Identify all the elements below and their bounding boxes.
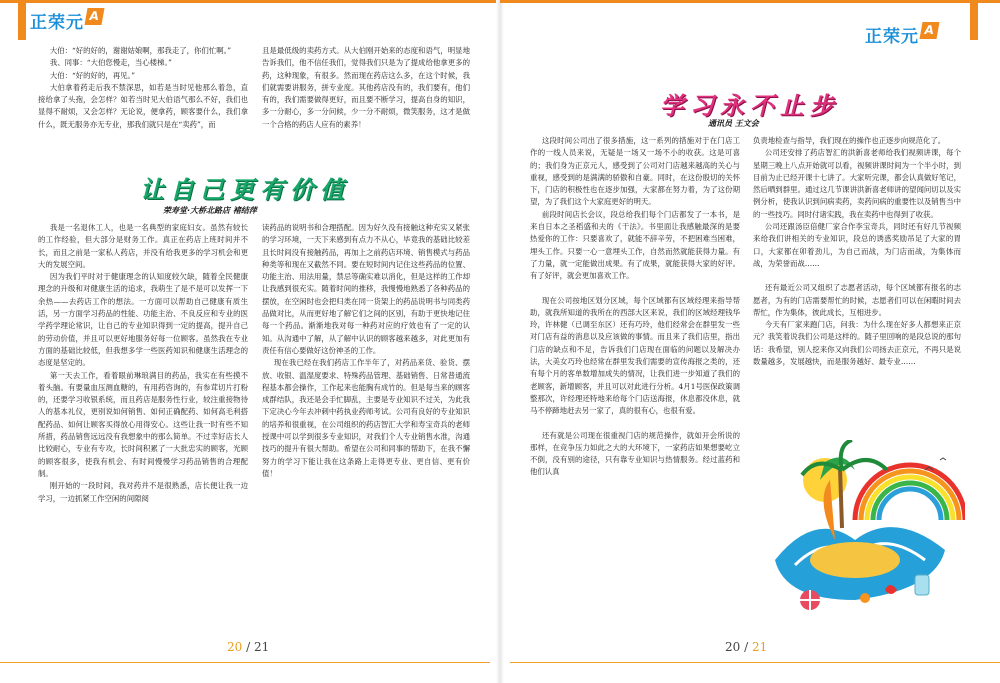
orange-tab [970, 0, 978, 40]
page-number [227, 640, 269, 654]
brand-logo [865, 22, 938, 47]
brand-logo [30, 8, 103, 33]
article-byline: 通讯员 王文会 [708, 119, 759, 128]
paragraph: 这段时间公司出了很多措施，这一系列的措施对于在门店工作的一线人员来说，无疑是一场又一场不小的收获。这是可喜的；我们身为正京元人，感受到了公司对门店越来越高的关心与重视，感受到的是满满的骄傲和自豪。同时，在这份殷切的关怀下，门店的积极性也在逐步加强，大家都在努力着，为了这份期望，为了我们这个大家庭更好的明天。 [530, 136, 740, 207]
paragraph: 我是一名退休工人，也是一名典型的家庭妇女。虽然有较长的工作经验，但大部分是财务工作。真正在药店上班时间并不长，而且之前是一家私人药店，并没有给我更多的学习机会和更大的发展空间。 [38, 223, 248, 269]
intro-column-1 [38, 45, 248, 131]
paragraph: 我、同事：“大伯您慢走，当心楼梯。” [49, 58, 172, 68]
paragraph: 刚开始的一段时间，我对药并不是很熟悉，店长便让我一边学习，一边抓紧工作空闲的间隙阅 [38, 481, 248, 503]
paragraph: 第一天去工作，看着眼前琳琅满目的药品，我实在有些摸不着头脑。有要量血压测血糖的，有用药咨询的，有参茸切片打粉的，还要学习收银系统，而且药店是服务性行业，较注重接物待人的基本礼仪，更别说如何销售、如何正确配药、如何高毛利搭配药品、如何让顾客买得放心用得安心。这些让我一时有些不知所措，药品销售远远没有我想象中的那么简单。不过幸好店长人比较耐心，专业有专攻，长时间积累了一大批忠实的顾客，光顾的顾客很多，使我有机会、有时间慢慢学习药品销售的合理配制。 [38, 370, 248, 478]
brand-mark-icon: A [920, 22, 940, 39]
paragraph: 现在公司按地区划分区域，每个区域都有区域经理来指导帮助，就我所知道的我所在的西部大区来说，我们的区域经理钱华玲，许林健（已调至东区）还有巧玲，他们经常会在群里发一些对门店有益的消息以及应该做的事情。而且来了我们店里，指出门店的缺点和不足，告诉我们门店现在面临的问题以及解决办法，大美女巧玲也经常在群里发我们需要的宣传海报之类的，还有每个月的客单数增加成失的情况，让我们进一步知道了我们的老顾客，新增顾客，并且可以对此进行分析。4月1号医保政策调整那次，许经理还特地来给每个门店送海报，休息都没休息，就马不停蹄地赶去另一家了，真的很有心，也很有爱。 [530, 295, 740, 416]
paragraph: 因为我们平时对于健康理念的认知度较欠缺，随着全民健康理念的升级和对健康生活的追求，我萌生了是不是可以发挥一下余热——去药店工作的想法。一方面可以帮助自己健康有质生活，另一方面学习药品的性能、功能主治、不良反应和专业的医学药学理论常识，让自己的专业知识得到一定的提高，提升自己的劳动价值，并且可以更好地服务好每一位顾客。虽然我在专业方面的基础比较低，但我想多学一些医药知识和健康生活理念的态度是坚定的。 [38, 272, 248, 368]
bottom-rule [0, 662, 490, 663]
summer-illustration [765, 440, 965, 620]
paragraph: 还有就是公司现在很重视门店的规范操作，就如开会所说的那样，在竞争压力如此之大的大环境下，一家药店如果想要屹立不倒，没有别的途径，只有靠专业知识与热情服务。经过蓝药和他们认真 [530, 430, 740, 477]
paragraph: 大伯拿着药走后我不禁深思，如若是当时见他那么着急，直接给拿了头孢，会怎样？如若当时见大伯语气那么不好，我们也显得不耐烦，又会怎样？无论说，便拿药，顾客要什么，我们拿什么，既无服务亦无专业，那我们就只是在“卖药”，而 [38, 82, 248, 129]
top-accent-strip [0, 0, 500, 3]
intro-column-2 [262, 45, 470, 131]
paragraph: 前段时间店长会议，段总给我们每个门店都发了一本书，是来自日本之圣稻盛和夫的《干法》。书里面让我感触最深的是要热爱你的工作：只要喜欢了，就能不辞辛劳，不把困难当困难，埋头工作。只要一心一意埋头工作，自然而然就能获得力量。有了力量，就一定能做出成果。有了成果，就能获得大家的好评。有了好评，就会更加喜欢工作。 [530, 209, 740, 281]
page-number-current: 20 [227, 640, 243, 654]
article-title: 让自己更有价值 [140, 176, 350, 204]
brand-mark-icon: A [85, 8, 105, 25]
bottom-rule [510, 662, 1000, 663]
article-title: 学习永不止步 [660, 92, 840, 120]
right-page [500, 0, 1000, 683]
paragraph: 负责地检查与指导，我们现在的操作也正逐步向规范化了。 [753, 136, 946, 145]
page-number-other: 21 [253, 640, 270, 654]
paragraph: 现在我已经在我们药店工作半年了，对药品来货、验货、摆放、收银、温湿度要求、特殊药品管理、基础销售、日常普通流程基本都会操作，工作起来也能胸有成竹的。但是每当来的顾客成群结队，我还是会手忙脚乱，主要是专业知识不过关，为此我下定决心今年去冲刺中药执业药师考试。公司有良好的专业知识的培养和很重视，在公司组织的药店智汇大学和寿宝奇兵的老师授课中可以学到很多专业知识，对我们个人专业销售水准，沟通技巧的提升有很大帮助。希望在公司和同事的帮助下，在我不懈努力的学习下能让我在这条路上走得更专业、更自信、更有价值！ [262, 358, 470, 478]
bottle-icon [915, 575, 929, 595]
top-accent-strip [500, 0, 1000, 3]
paragraph: 公司还安排了药店智汇的洪新喜老师给我们视频讲课，每个星期三晚上八点开始就可以看，视频讲课时间为一个半小时，到目前为止已经开课十七讲了。大家听完课，都会认真做好笔记，然后晒到群里。通过这几节课讲洪新喜老师讲的望闻问切以及实例分析，使我认识到问病卖药，卖药问病的重要性以及销售当中的一些技巧。同时付诸实践，我在卖药中也得到了收获。 [753, 148, 961, 219]
article-byline: 荣寿堂·大桥北路店 褚结萍 [163, 206, 257, 215]
page-number-other: 20 [725, 640, 741, 654]
page-number-current: 21 [751, 640, 768, 654]
paragraph: 公司还跟汤臣倍健厂家合作李宝奇兵，同时还有好几节视频来给我们讲相关的专业知识，段总的诱惑奖励吊足了大家的胃口，大家都在卯着劲儿，为自己而战，为门店而战，为集体而战，为荣誉而战…… [753, 222, 961, 268]
article-column-2 [753, 135, 961, 368]
paragraph: 今天有厂家来跑门店，问我：为什么现在好多人都想来正京元？我笑着说我们公司是这样的。随子里回响的是段总说的那句话：我希望，别人挖来你又向我们公司扬去正京元，不再只是说数量越多，发展越快，而是服务越好、最专业…… [753, 320, 961, 367]
paragraph: 且是最低级的卖药方式。从大伯刚开始来的态度和语气，明显地告诉我们，他不信任我们，觉得我们只是为了提成给他拿更多的药，这种现象，有很多。然而现在药店这么多，在这个时候，我们就需要讲服务，拼专业度。其他药店没有的，我们要有，他们有的，我们需要做得更好，而且要不断学习，提高自身的知识，多一分耐心，多一分问候，少一分不耐烦，微笑服务，这才是做一个合格的药店人应有的素养！ [262, 46, 470, 129]
brand-name: 正荣元 [865, 27, 919, 47]
article-column-2 [262, 222, 470, 480]
paragraph: 大伯：“好的好的，再见。” [49, 70, 135, 80]
paragraph: 大伯：“好的好的，谢谢姑娘啊，那我走了，你们忙啊。” [49, 46, 232, 55]
article-column-1 [530, 135, 740, 479]
article-column-1 [38, 222, 248, 505]
brand-name: 正荣元 [30, 13, 84, 33]
paragraph: 还有最近公司又组织了志愿者活动，每个区域都有报名的志愿者，为有的门店需要帮忙的时候，志愿者们可以在闲暇时间去帮忙，作为集体，彼此成长，互相进步。 [753, 283, 961, 317]
page-number-sep: / [246, 640, 251, 654]
orange-tab [18, 0, 26, 40]
page-number [725, 640, 767, 654]
paragraph: 读药品的说明书和合理搭配。因为好久没有接触这种充实又紧张的学习环境，一天下来感到有点力不从心，毕竟我的基础比较差且长时间没有接触药品，再加上之前药店环境、销售模式与药品种类等和现在又截然不同。要在短时间内记住这些药品的位置、功能主治、用法用量，禁忌等确实难以消化，但是这样的工作却让我感到很充实。随着时间的推移，我慢慢地熟悉了各种药品的摆放，在空闲时也会把归类在同一货架上的药品说明书与同类药品做对比，从而更好地了解它们之间的区别，有助于更快地记住每一个药品。渐渐地我对每一种药对应的疗效也有了一定的认知。从沟通中了解，从了解中认识的顾客越来越多，对此更加有责任有信心要做好这份神圣的工作。 [262, 223, 470, 355]
page-number-sep: / [744, 640, 749, 654]
